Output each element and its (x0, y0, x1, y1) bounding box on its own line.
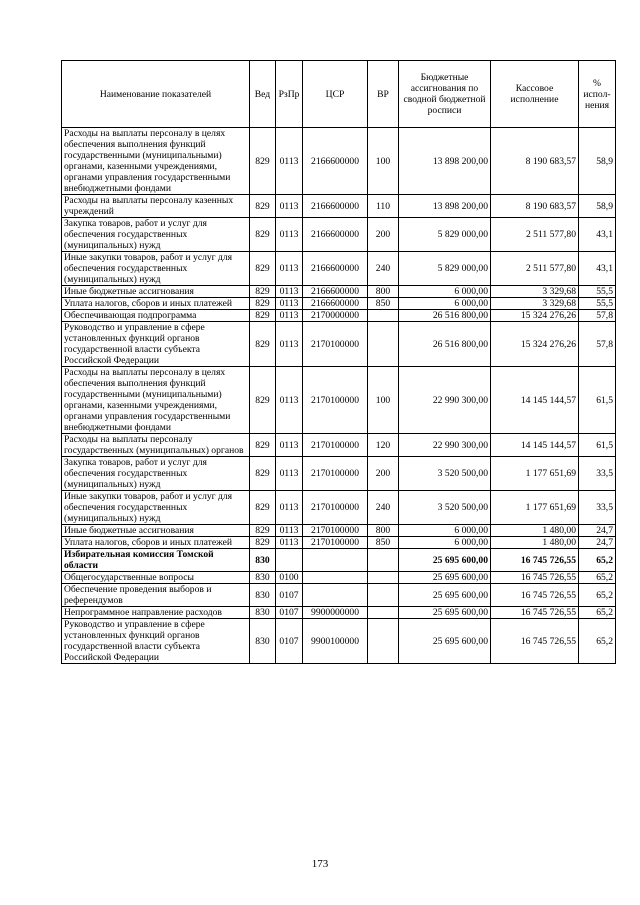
cell-rzpr (276, 549, 303, 572)
cell-csr: 2166600000 (303, 298, 368, 310)
cell-rzpr: 0113 (276, 252, 303, 286)
cell-vr (368, 549, 399, 572)
cell-pct: 33,5 (579, 491, 616, 525)
cell-rzpr: 0113 (276, 298, 303, 310)
cell-vr: 240 (368, 252, 399, 286)
cell-rzpr: 0113 (276, 218, 303, 252)
cell-ved: 829 (250, 367, 276, 434)
cell-csr: 2170000000 (303, 310, 368, 322)
cell-name: Избирательная комиссия Томской области (62, 549, 250, 572)
cell-budget: 25 695 600,00 (399, 607, 491, 619)
cell-budget: 22 990 300,00 (399, 434, 491, 457)
cell-ved: 829 (250, 128, 276, 195)
table-body (62, 128, 616, 664)
cell-budget: 26 516 800,00 (399, 310, 491, 322)
cell-budget: 6 000,00 (399, 537, 491, 549)
header-name: Наименование показателей (62, 61, 250, 128)
cell-budget: 5 829 000,00 (399, 252, 491, 286)
cell-vr (368, 572, 399, 584)
cell-pct: 61,5 (579, 434, 616, 457)
cell-cash: 3 329,68 (491, 286, 579, 298)
header-pct: % испол-нения (579, 61, 616, 128)
cell-cash: 1 177 651,69 (491, 491, 579, 525)
cell-vr (368, 619, 399, 664)
cell-pct: 65,2 (579, 619, 616, 664)
cell-ved: 829 (250, 286, 276, 298)
table-header-row (62, 61, 616, 128)
cell-budget: 25 695 600,00 (399, 549, 491, 572)
cell-csr: 2170100000 (303, 434, 368, 457)
cell-cash: 16 745 726,55 (491, 607, 579, 619)
cell-name: Закупка товаров, работ и услуг для обеспечения государственных (муниципальных) нужд (62, 218, 250, 252)
header-vr: ВР (368, 61, 399, 128)
cell-csr: 2166600000 (303, 128, 368, 195)
cell-rzpr: 0107 (276, 584, 303, 607)
cell-budget: 6 000,00 (399, 525, 491, 537)
cell-cash: 16 745 726,55 (491, 572, 579, 584)
cell-vr: 110 (368, 195, 399, 218)
cell-name: Обеспечивающая подпрограмма (62, 310, 250, 322)
cell-vr: 800 (368, 525, 399, 537)
table-row (62, 322, 616, 367)
cell-rzpr: 0100 (276, 572, 303, 584)
cell-vr: 200 (368, 457, 399, 491)
cell-cash: 14 145 144,57 (491, 367, 579, 434)
cell-budget: 3 520 500,00 (399, 457, 491, 491)
cell-ved: 830 (250, 584, 276, 607)
cell-name: Обеспечение проведения выборов и референдумов (62, 584, 250, 607)
cell-csr: 2166600000 (303, 218, 368, 252)
cell-cash: 2 511 577,80 (491, 218, 579, 252)
cell-csr: 2170100000 (303, 537, 368, 549)
cell-name: Расходы на выплаты персоналу казенных учреждений (62, 195, 250, 218)
cell-ved: 830 (250, 549, 276, 572)
table-row (62, 252, 616, 286)
cell-ved: 829 (250, 298, 276, 310)
cell-rzpr: 0113 (276, 537, 303, 549)
cell-rzpr: 0113 (276, 525, 303, 537)
cell-rzpr: 0113 (276, 195, 303, 218)
cell-ved: 830 (250, 619, 276, 664)
cell-csr: 2170100000 (303, 491, 368, 525)
cell-csr: 2166600000 (303, 195, 368, 218)
table-row (62, 434, 616, 457)
cell-csr: 9900100000 (303, 619, 368, 664)
header-rzpr: РзПр (276, 61, 303, 128)
cell-rzpr: 0107 (276, 607, 303, 619)
table-row (62, 584, 616, 607)
cell-name: Уплата налогов, сборов и иных платежей (62, 537, 250, 549)
cell-rzpr: 0113 (276, 434, 303, 457)
cell-name: Закупка товаров, работ и услуг для обеспечения государственных (муниципальных) нужд (62, 457, 250, 491)
cell-cash: 2 511 577,80 (491, 252, 579, 286)
cell-name: Иные закупки товаров, работ и услуг для обеспечения государственных (муниципальных) нужд (62, 491, 250, 525)
table-row (62, 195, 616, 218)
cell-cash: 16 745 726,55 (491, 619, 579, 664)
table-row (62, 491, 616, 525)
header-cash: Кассовое исполнение (491, 61, 579, 128)
cell-vr: 200 (368, 218, 399, 252)
header-csr: ЦСР (303, 61, 368, 128)
header-budget: Бюджетные ассигнования по сводной бюджетной росписи (399, 61, 491, 128)
cell-rzpr: 0113 (276, 286, 303, 298)
table-row (62, 619, 616, 664)
cell-pct: 43,1 (579, 218, 616, 252)
cell-ved: 829 (250, 218, 276, 252)
cell-cash: 8 190 683,57 (491, 195, 579, 218)
cell-rzpr: 0107 (276, 619, 303, 664)
table-row (62, 128, 616, 195)
cell-csr (303, 549, 368, 572)
cell-pct: 57,8 (579, 310, 616, 322)
cell-csr: 9900000000 (303, 607, 368, 619)
cell-budget: 22 990 300,00 (399, 367, 491, 434)
cell-vr (368, 607, 399, 619)
table-row (62, 537, 616, 549)
cell-pct: 55,5 (579, 298, 616, 310)
cell-cash: 15 324 276,26 (491, 322, 579, 367)
cell-ved: 829 (250, 195, 276, 218)
cell-ved: 829 (250, 310, 276, 322)
table-row (62, 572, 616, 584)
cell-name: Иные бюджетные ассигнования (62, 525, 250, 537)
cell-pct: 65,2 (579, 549, 616, 572)
table-row (62, 549, 616, 572)
cell-rzpr: 0113 (276, 367, 303, 434)
cell-ved: 829 (250, 434, 276, 457)
cell-csr: 2166600000 (303, 286, 368, 298)
cell-vr (368, 310, 399, 322)
cell-pct: 43,1 (579, 252, 616, 286)
table-row (62, 218, 616, 252)
cell-rzpr: 0113 (276, 491, 303, 525)
cell-vr: 240 (368, 491, 399, 525)
cell-ved: 829 (250, 252, 276, 286)
cell-name: Иные закупки товаров, работ и услуг для обеспечения государственных (муниципальных) нужд (62, 252, 250, 286)
cell-csr: 2170100000 (303, 457, 368, 491)
cell-cash: 14 145 144,57 (491, 434, 579, 457)
cell-ved: 829 (250, 322, 276, 367)
cell-budget: 5 829 000,00 (399, 218, 491, 252)
cell-budget: 26 516 800,00 (399, 322, 491, 367)
cell-vr: 100 (368, 367, 399, 434)
budget-execution-table (61, 60, 616, 664)
table-row (62, 457, 616, 491)
cell-vr (368, 322, 399, 367)
cell-ved: 829 (250, 525, 276, 537)
cell-cash: 1 177 651,69 (491, 457, 579, 491)
cell-pct: 65,2 (579, 607, 616, 619)
cell-csr: 2170100000 (303, 525, 368, 537)
cell-budget: 25 695 600,00 (399, 584, 491, 607)
cell-cash: 3 329,68 (491, 298, 579, 310)
cell-vr: 120 (368, 434, 399, 457)
cell-vr (368, 584, 399, 607)
cell-budget: 25 695 600,00 (399, 619, 491, 664)
cell-name: Руководство и управление в сфере установленных функций органов государственной власти субъекта Российской Федерации (62, 619, 250, 664)
cell-pct: 65,2 (579, 572, 616, 584)
table-row (62, 525, 616, 537)
cell-pct: 61,5 (579, 367, 616, 434)
cell-name: Непрограммное направление расходов (62, 607, 250, 619)
cell-cash: 1 480,00 (491, 537, 579, 549)
cell-rzpr: 0113 (276, 310, 303, 322)
table-row (62, 298, 616, 310)
cell-pct: 24,7 (579, 525, 616, 537)
cell-rzpr: 0113 (276, 457, 303, 491)
page-number: 173 (311, 858, 329, 870)
cell-budget: 13 898 200,00 (399, 195, 491, 218)
cell-rzpr: 0113 (276, 128, 303, 195)
cell-cash: 8 190 683,57 (491, 128, 579, 195)
cell-pct: 24,7 (579, 537, 616, 549)
cell-csr (303, 572, 368, 584)
cell-csr (303, 584, 368, 607)
cell-cash: 1 480,00 (491, 525, 579, 537)
cell-pct: 33,5 (579, 457, 616, 491)
cell-vr: 100 (368, 128, 399, 195)
cell-ved: 830 (250, 607, 276, 619)
cell-name: Расходы на выплаты персоналу в целях обеспечения выполнения функций государственными (муниципальными) органами, казенными учреждениями, органами управления государственными внебюджетными фондами (62, 367, 250, 434)
table-row (62, 367, 616, 434)
cell-pct: 58,9 (579, 195, 616, 218)
cell-budget: 3 520 500,00 (399, 491, 491, 525)
header-ved: Вед (250, 61, 276, 128)
cell-budget: 6 000,00 (399, 298, 491, 310)
cell-rzpr: 0113 (276, 322, 303, 367)
table-row (62, 286, 616, 298)
cell-name: Расходы на выплаты персоналу государственных (муниципальных) органов (62, 434, 250, 457)
cell-pct: 65,2 (579, 584, 616, 607)
cell-budget: 6 000,00 (399, 286, 491, 298)
cell-cash: 15 324 276,26 (491, 310, 579, 322)
cell-ved: 829 (250, 457, 276, 491)
cell-name: Расходы на выплаты персоналу в целях обеспечения выполнения функций государственными (муниципальными) органами, казенными учреждениями, органами управления государственными внебюджетными фондами (62, 128, 250, 195)
cell-name: Иные бюджетные ассигнования (62, 286, 250, 298)
cell-csr: 2170100000 (303, 322, 368, 367)
cell-budget: 25 695 600,00 (399, 572, 491, 584)
cell-vr: 850 (368, 537, 399, 549)
table-row (62, 607, 616, 619)
cell-ved: 830 (250, 572, 276, 584)
cell-name: Уплата налогов, сборов и иных платежей (62, 298, 250, 310)
cell-csr: 2166600000 (303, 252, 368, 286)
cell-pct: 55,5 (579, 286, 616, 298)
cell-name: Руководство и управление в сфере установленных функций органов государственной власти субъекта Российской Федерации (62, 322, 250, 367)
cell-cash: 16 745 726,55 (491, 549, 579, 572)
table-row (62, 310, 616, 322)
cell-cash: 16 745 726,55 (491, 584, 579, 607)
cell-csr: 2170100000 (303, 367, 368, 434)
cell-vr: 800 (368, 286, 399, 298)
cell-pct: 58,9 (579, 128, 616, 195)
cell-ved: 829 (250, 491, 276, 525)
cell-ved: 829 (250, 537, 276, 549)
cell-name: Общегосударственные вопросы (62, 572, 250, 584)
cell-pct: 57,8 (579, 322, 616, 367)
cell-budget: 13 898 200,00 (399, 128, 491, 195)
cell-vr: 850 (368, 298, 399, 310)
